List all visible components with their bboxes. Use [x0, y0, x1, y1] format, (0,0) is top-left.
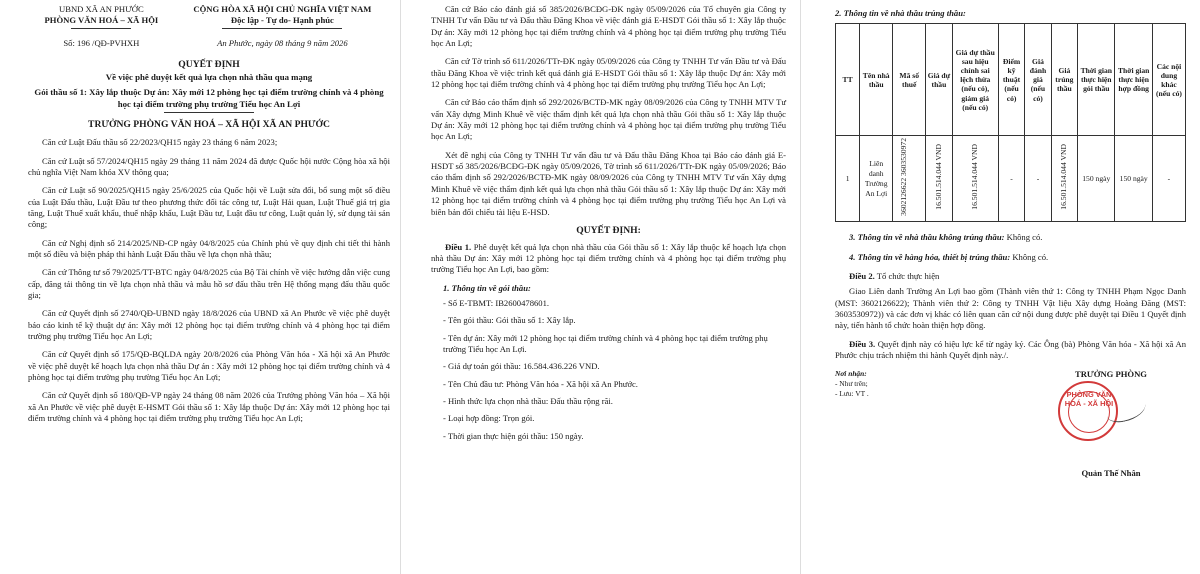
- signature-block: [835, 369, 1186, 479]
- list-item: - Giá dự toán gói thầu: 16.584.436.226 VND.: [443, 361, 600, 372]
- table-cell: 150 ngày: [1078, 136, 1115, 222]
- table-cell: [1051, 136, 1077, 222]
- place-date: An Phước, ngày 08 tháng 9 năm 2026: [217, 37, 348, 48]
- tax-code-text: 3602126622 3603530972: [899, 138, 909, 217]
- signer-name: Quản Thế Nhân: [1081, 468, 1141, 479]
- list-item: - Thời gian thực hiện gói thầu: 150 ngày.: [443, 430, 584, 441]
- table-cell: [926, 136, 952, 222]
- legal-basis-paragraph: Căn cứ Báo cáo thẩm định số 292/2026/BCTĐ-MK ngày 08/09/2026 của Công ty TNHH MTV Tư vấn Xây dựng Minh Khuê về việc thẩm định kết quả lựa chọn nhà thầu Gói thầu số 1: Xây lắp thuộc Dự án: Xây mới 12 phòng học tại điểm trường chính và 4 phòng học tại điểm trường phụ trường Tiểu học An Lợi;: [431, 97, 786, 142]
- article-1-text: Phê duyệt kết quả lựa chọn nhà thầu của Gói thầu số 1: Xây lắp thuộc kế hoạch lựa chọn nhà thầu Dự án: Xây mới 12 phòng học tại điểm trường chính và 4 phòng học tại điểm trường phụ trường Tiểu học An Lợi, bao gồm:: [431, 241, 786, 275]
- legal-basis-paragraph: Căn cứ Nghị định số 214/2025/NĐ-CP ngày 04/8/2025 của Chính phủ về quy định chi tiết thi hành một số điều và biện pháp thi hành Luật Đấu thầu về lựa chọn nhà thầu;: [28, 237, 390, 259]
- legal-basis-paragraph: Căn cứ Thông tư số 79/2025/TT-BTC ngày 04/8/2025 của Bộ Tài chính về việc hướng dẫn việc cung cấp, đăng tải thông tin về lựa chọn nhà thầu và mẫu hồ sơ đấu thầu trên Hệ thống mạng đấu thầu quốc gia;: [28, 267, 390, 300]
- section-4-label: 4. Thông tin về hàng hóa, thiết bị trúng thầu:: [849, 251, 1011, 262]
- recipients-title: Nơi nhận:: [835, 369, 867, 379]
- winning-bidder-table: [835, 23, 1186, 222]
- section-3-label: 3. Thông tin về nhà thầu không trúng thầu:: [849, 232, 1005, 243]
- republic-line-2: Độc lập - Tự do- Hạnh phúc: [230, 15, 334, 26]
- table-header-cell: Giá dự thầu: [926, 24, 952, 136]
- section-4-value: Không có.: [1012, 251, 1049, 262]
- article-1-label: Điều 1.: [445, 241, 472, 252]
- list-item: - Hình thức lựa chọn nhà thầu: Đấu thầu rộng rãi.: [443, 395, 613, 406]
- stamp-text: PHÒNG VĂN HOÁ - XÃ HỘI: [1064, 390, 1114, 408]
- document-header: [28, 4, 390, 32]
- section-3: [849, 232, 1186, 243]
- document-subject: Gói thầu số 1: Xây lắp thuộc Dự án: Xây mới 12 phòng học tại điểm trường chính và 4 phòng học tại điểm trường phụ trường Tiểu học An Lợi: [34, 87, 384, 109]
- list-item: - Tên gói thầu: Gói thầu số 1: Xây lắp.: [443, 315, 576, 326]
- table-cell: -: [998, 136, 1024, 222]
- document-page-2: [400, 0, 800, 574]
- legal-basis-paragraph: Căn cứ Quyết định số 2740/QĐ-UBND ngày 18/8/2026 của UBND xã An Phước về việc phê duyệt báo cáo kinh tế kỹ thuật dự án: Xây mới 12 phòng học tại điểm trường chính và 4 phòng học tại điểm trường phụ trường Tiểu học An Lợi;: [28, 308, 390, 341]
- issuer-line-2: PHÒNG VĂN HOÁ – XÃ HỘI: [44, 15, 159, 26]
- recipient-item: - Như trên;: [835, 379, 868, 389]
- legal-basis-paragraph: Căn cứ Quyết định số 180/QĐ-VP ngày 24 tháng 08 năm 2026 của Trưởng phòng Văn hóa – Xã hội xã An Phước về việc phê duyệt E-HSMT Gói thầu số 1: Xây lắp thuộc Dự án: Xây mới 12 phòng học tại điểm trường chính và 4 phòng học tại điểm trường phụ trường Tiểu học An Lợi;: [28, 390, 390, 424]
- table-cell: 1: [836, 136, 860, 222]
- article-3-label: Điều 3.: [849, 338, 876, 349]
- header-rule: [71, 28, 131, 29]
- recipient-item: - Lưu: VT .: [835, 388, 869, 398]
- article-3: [835, 339, 1186, 362]
- table-header-cell: Các nội dung khác (nếu có): [1152, 24, 1185, 136]
- table-header-row: [836, 24, 1186, 136]
- bid-price-text: 16.501.514.044 VND: [933, 144, 943, 211]
- table-header-cell: Mã số thuế: [893, 24, 926, 136]
- section-3-value: Không có.: [1006, 232, 1043, 243]
- recipients: [835, 369, 955, 479]
- legal-basis-paragraph: Căn cứ Luật Đấu thầu số 22/2023/QH15 ngày 23 tháng 6 năm 2023;: [42, 137, 278, 148]
- document-number: Số: 196 /QĐ-PVHXH: [63, 37, 140, 48]
- table-cell: Liên danh Trường An Lợi: [860, 136, 893, 222]
- list-item: - Loại hợp đồng: Trọn gói.: [443, 413, 535, 424]
- article-2-body: Giao Liên danh Trường An Lợi bao gồm (Thành viên thứ 1: Công ty TNHH Phạm Ngọc Danh (MST: 3602126622); Thành viên thứ 2: Công ty TNHH Vật liệu Xây dựng Hoàng Đăng (MST: 3603530972)) và các đơn vị khác có liên quan căn cứ nội dung được phê duyệt tại Điều 1 Quyết định này, tiến hành tổ chức hoàn thiện hợp đồng.: [835, 286, 1186, 331]
- section-2-title: 2. Thông tin về nhà thầu trúng thầu:: [835, 8, 966, 18]
- table-header-cell: Giá dự thầu sau hiệu chỉnh sai lệch thừa (nếu có), giảm giá (nếu có): [952, 24, 998, 136]
- legal-basis-paragraph: Căn cứ Tờ trình số 611/2026/TTr-ĐK ngày 05/09/2026 của Công ty TNHH Tư vấn Đầu tư và Đấu thầu Đăng Khoa về việc trình kết quả đánh giá E-HSDT Gói thầu số 1: Xây lắp thuộc Dự án: Xây mới 12 phòng học tại điểm trường chính và 4 phòng học tại điểm trường phụ trường Tiểu học An Lợi;: [431, 56, 786, 90]
- signer: [1036, 369, 1186, 479]
- decision-heading: QUYẾT ĐỊNH:: [576, 224, 641, 236]
- table-cell: -: [1152, 136, 1185, 222]
- republic-line-1: CỘNG HÒA XÃ HỘI CHỦ NGHĨA VIỆT NAM: [193, 4, 372, 14]
- table-cell: [893, 136, 926, 222]
- list-item: - Số E-TBMT: IB2600478601.: [443, 297, 550, 308]
- header-rule: [222, 28, 342, 29]
- table-cell: 150 ngày: [1115, 136, 1152, 222]
- legal-basis-paragraph: Căn cứ Luật số 57/2024/QH15 ngày 29 tháng 11 năm 2024 đã được Quốc hội nước Cộng hòa xã hội chủ nghĩa Việt Nam khóa XV thông qua;: [28, 155, 390, 177]
- subject-rule: [164, 112, 254, 113]
- table-header-cell: TT: [836, 24, 860, 136]
- table-cell: -: [1025, 136, 1051, 222]
- signer-title: TRƯỞNG PHÒNG: [1074, 369, 1147, 380]
- table-header-cell: Tên nhà thầu: [860, 24, 893, 136]
- list-item: - Tên dự án: Xây mới 12 phòng học tại điểm trường chính và 4 phòng học tại điểm trường phụ trường Tiểu học An Lợi.: [443, 332, 768, 354]
- list-item: - Tên Chủ đầu tư: Phòng Văn hóa - Xã hội xã An Phước.: [443, 378, 638, 389]
- legal-basis-paragraph: Căn cứ Luật số 90/2025/QH15 ngày 25/6/2025 của Quốc hội về Luật sửa đổi, bổ sung một số điều của Luật Đấu thầu, Luật Đầu tư theo phương thức đối tác công tư, Luật Hải quan, Luật Thuế giá trị gia tăng, Luật Thuế xuất khẩu, thuế nhập khẩu, Luật Đầu tư, Luật đầu tư công, Luật quản lý, sử dụng tài sản công;: [28, 185, 390, 230]
- section-4: [849, 252, 1186, 263]
- table-header-cell: Thời gian thực hiện gói thầu: [1078, 24, 1115, 136]
- issuer-line-1: UBND XÃ AN PHƯỚC: [59, 4, 144, 14]
- article-2-text: Tổ chức thực hiện: [876, 271, 940, 282]
- table-cell: [952, 136, 998, 222]
- section-1-title: 1. Thông tin về gói thầu:: [443, 282, 531, 293]
- article-2: [849, 271, 1186, 282]
- table-header-cell: Điểm kỹ thuật (nếu có): [998, 24, 1024, 136]
- table-row: [836, 136, 1186, 222]
- document-subtitle: Về việc phê duyệt kết quả lựa chọn nhà thầu qua mạng: [105, 71, 313, 82]
- proposal-paragraph: Xét đề nghị của Công ty TNHH Tư vấn đầu tư và Đấu thầu Đăng Khoa tại Báo cáo đánh giá E-HSDT số 385/2026/BCĐG-ĐK ngày 05/09/2026, Tờ trình số 611/2026/TTr-ĐK ngày 05/09/2026; Báo cáo thẩm định số 292/2026/BCTĐ-MK ngày 08/09/2026 của Công ty TNHH MTV Tư vấn Xây dựng Minh Khuê về việc thẩm định kết quả lựa chọn nhà thầu Gói thầu số 1: Xây lắp thuộc Dự án: Xây mới 12 phòng học tại điểm trường chính và 4 phòng học tại điểm trường phụ trường Tiểu học An Lợi và biên bản đối chiếu tài liệu E-HSD.: [431, 149, 786, 217]
- legal-basis-paragraph: Căn cứ Quyết định số 175/QĐ-BQLDA ngày 20/8/2026 của Phòng Văn hóa - Xã hội xã An Phước về việc phê duyệt kế hoạch lựa chọn nhà thầu Dự án : Xây mới 12 phòng học tại điểm trường chính và 4 phòng học tại điểm trường phụ trường Tiểu học An Lợi;: [28, 349, 390, 383]
- legal-basis-paragraph: Căn cứ Báo cáo đánh giá số 385/2026/BCĐG-ĐK ngày 05/09/2026 của Tổ chuyên gia Công ty TNHH Tư vấn Đầu tư và Đấu thầu Đăng Khoa về việc đánh giá E-HSDT Gói thầu số 1: Xây lắp thuộc Dự án: Xây mới 12 phòng học tại điểm trường chính và 4 phòng học tại điểm trường phụ trường Tiểu học An Lợi;: [431, 4, 786, 49]
- article-1: [431, 242, 786, 276]
- table-header-cell: Giá trúng thầu: [1051, 24, 1077, 136]
- article-2-label: Điều 2.: [849, 271, 875, 282]
- document-page-3: [800, 0, 1200, 574]
- article-3-text: Quyết định này có hiệu lực kể từ ngày ký. Các Ông (bà) Phòng Văn hóa - Xã hội xã An Phước chịu trách nhiệm thi hành Quyết định này./.: [835, 338, 1186, 361]
- adjusted-price-text: 16.501.514.044 VND: [970, 144, 980, 211]
- document-page-1: [0, 0, 400, 574]
- issuing-authority: TRƯỞNG PHÒNG VĂN HOÁ – XÃ HỘI XÃ AN PHƯỚC: [88, 118, 330, 130]
- table-header-cell: Giá đánh giá (nếu có): [1025, 24, 1051, 136]
- winning-price-text: 16.501.514.044 VND: [1059, 144, 1069, 211]
- document-title: QUYẾT ĐỊNH: [178, 59, 240, 71]
- table-header-cell: Thời gian thực hiện hợp đồng: [1115, 24, 1152, 136]
